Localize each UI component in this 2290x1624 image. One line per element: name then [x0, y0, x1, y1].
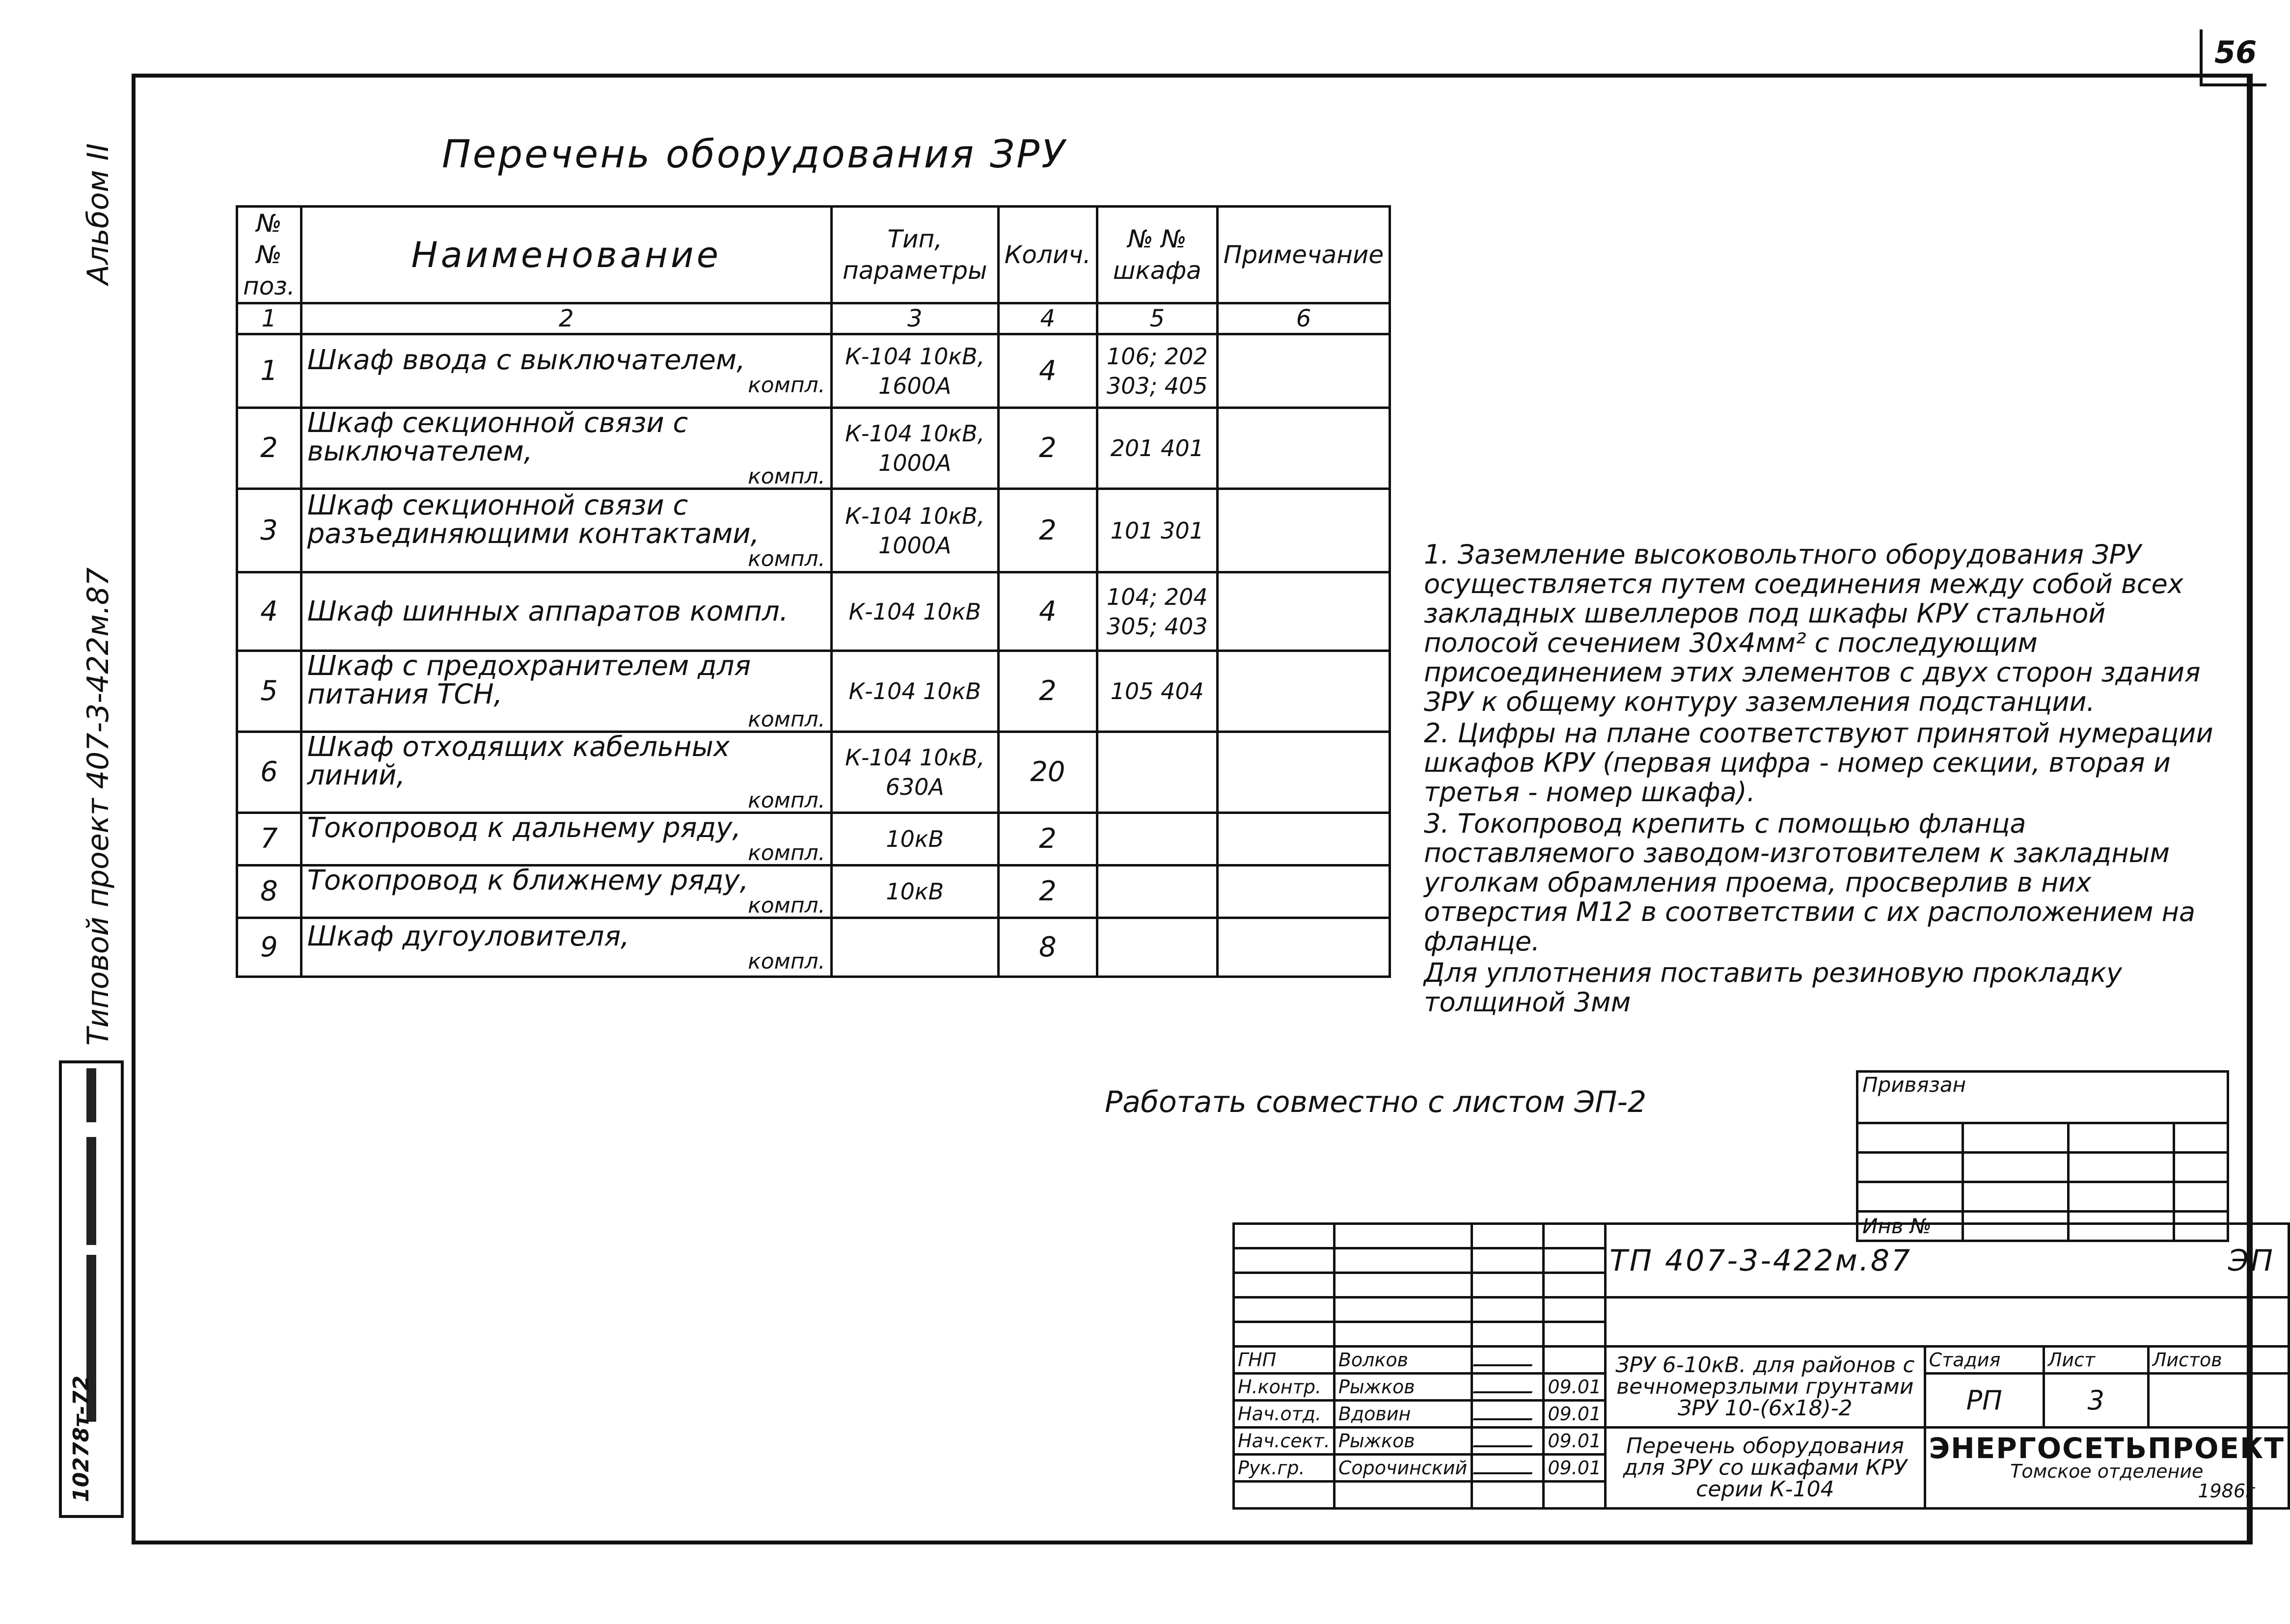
sheets-label: Листов: [2148, 1347, 2289, 1374]
bound-title: Привязан: [1857, 1072, 2228, 1123]
drawing-mark: ЭП: [2228, 1243, 2275, 1278]
name-cell: Рыжков: [1334, 1374, 1472, 1401]
name-suffix: компл.: [748, 893, 825, 918]
table-row: [237, 813, 1390, 866]
pos-cell: 8: [237, 866, 301, 918]
table-row: [237, 732, 1390, 813]
signature-icon: [1472, 1428, 1544, 1455]
sheet-value: 3: [2044, 1374, 2148, 1428]
name-cell: [301, 572, 831, 651]
column-number: 2: [301, 303, 831, 334]
name-text: Шкаф с предохранителем для питания ТСН,: [307, 650, 751, 710]
type-cell: К-104 10кВ, 1000А: [831, 489, 998, 572]
cabinet-cell: 106; 202 303; 405: [1097, 334, 1217, 408]
qty-cell: 20: [998, 732, 1097, 813]
column-number: 6: [1217, 303, 1390, 334]
note-cell: [1217, 866, 1390, 918]
work-together-note: Работать совместно с листом ЭП-2: [1105, 1085, 1647, 1119]
type-cell: 10кВ: [831, 813, 998, 866]
role-cell: Рук.гр.: [1234, 1455, 1335, 1482]
drawing-code-cell: [1606, 1224, 2289, 1298]
note-cell: [1217, 918, 1390, 977]
role-cell: Нач.отд.: [1234, 1401, 1335, 1428]
pos-cell: 7: [237, 813, 301, 866]
header-type: Тип, параметры: [831, 207, 998, 303]
equipment-table: [236, 205, 1391, 978]
name-text: Шкаф секционной связи с разъединяющими контактами,: [307, 489, 760, 550]
column-number: 5: [1097, 303, 1217, 334]
pos-cell: 9: [237, 918, 301, 977]
pos-cell: 1: [237, 334, 301, 408]
name-suffix: компл.: [748, 948, 825, 974]
name-suffix: компл.: [748, 840, 825, 866]
table-row: [237, 918, 1390, 977]
name-text: Токопровод к дальнему ряду,: [307, 812, 741, 844]
date-cell: 09.01: [1544, 1374, 1606, 1401]
table-row: [237, 489, 1390, 572]
type-cell: К-104 10кВ: [831, 651, 998, 732]
qty-cell: 4: [998, 572, 1097, 651]
note-item: 2. Цифры на плане соответствуют принятой нумерации шкафов КРУ (первая цифра - номер секции, вторая и третья - номер шкафа).: [1424, 718, 2213, 808]
signature-icon: [1472, 1374, 1544, 1401]
header-cabinet: № № шкафа: [1097, 207, 1217, 303]
project-label: Типовой проект 407-3-422м.87: [81, 567, 115, 1046]
note-item: Для уплотнения поставить резиновую прокладку толщиной 3мм: [1424, 957, 2122, 1018]
table-row: [237, 866, 1390, 918]
sheet-name: Перечень оборудования для ЗРУ со шкафами КРУ серии К-104: [1606, 1428, 1925, 1509]
role-cell: Н.контр.: [1234, 1374, 1335, 1401]
signature-icon: [1472, 1401, 1544, 1428]
name-cell: Волков: [1334, 1347, 1472, 1374]
qty-cell: 2: [998, 651, 1097, 732]
sheet-number: 56: [2214, 34, 2257, 70]
column-number: 3: [831, 303, 998, 334]
notes-block: [1424, 540, 2219, 1019]
organization-branch: Томское отделение: [2010, 1461, 2204, 1482]
organization-name: ЭНЕРГОСЕТЬПРОЕКТ: [1929, 1432, 2285, 1465]
qty-cell: 2: [998, 813, 1097, 866]
cabinet-cell: [1097, 813, 1217, 866]
qty-cell: 2: [998, 408, 1097, 489]
name-text: Шкаф отходящих кабельных линий,: [307, 731, 730, 791]
name-suffix: компл.: [748, 546, 825, 571]
sheet-label: Лист: [2044, 1347, 2148, 1374]
name-text: Шкаф дугоуловителя,: [307, 920, 629, 952]
header-pos: № № поз.: [237, 207, 301, 303]
name-text: Шкаф шинных аппаратов компл.: [307, 595, 789, 627]
organization-year: 1986г: [2198, 1480, 2255, 1502]
column-number: 4: [998, 303, 1097, 334]
stage-label: Стадия: [1925, 1347, 2044, 1374]
header-note: Примечание: [1217, 207, 1390, 303]
cabinet-cell: 101 301: [1097, 489, 1217, 572]
type-cell: К-104 10кВ, 1000А: [831, 408, 998, 489]
pos-cell: 6: [237, 732, 301, 813]
note-item: 1. Заземление высоковольтного оборудования ЗРУ осуществляется путем соединения между собой всех закладных швеллеров под шкафы КРУ стальной полосой сечением 30х4мм² с последующим присоединением этих элементов с двух сторон здания ЗРУ к общему контуру заземления подстанции.: [1424, 539, 2201, 717]
cabinet-cell: 105 404: [1097, 651, 1217, 732]
table-row: [237, 651, 1390, 732]
column-number-row: [237, 303, 1390, 334]
album-label: Альбом II: [81, 143, 115, 285]
name-cell: [301, 334, 831, 408]
organization-cell: [1925, 1428, 2289, 1509]
equipment-list-title: Перечень оборудования ЗРУ: [442, 133, 1067, 177]
cabinet-cell: [1097, 732, 1217, 813]
bound-block: [1856, 1070, 2229, 1242]
signature-icon: [1472, 1347, 1544, 1374]
name-cell: Вдовин: [1334, 1401, 1472, 1428]
name-text: Шкаф ввода с выключателем,: [307, 344, 745, 376]
table-row: [237, 408, 1390, 489]
pos-cell: 5: [237, 651, 301, 732]
name-cell: [301, 408, 831, 489]
date-cell: 09.01: [1544, 1455, 1606, 1482]
type-cell: [831, 918, 998, 977]
name-cell: [301, 866, 831, 918]
table-row: [237, 572, 1390, 651]
type-cell: К-104 10кВ, 630А: [831, 732, 998, 813]
name-cell: [301, 651, 831, 732]
type-cell: К-104 10кВ: [831, 572, 998, 651]
inv-label: Инв №: [1857, 1212, 1963, 1241]
qty-cell: 2: [998, 489, 1097, 572]
date-cell: 09.01: [1544, 1401, 1606, 1428]
title-block: [1232, 1222, 2290, 1510]
type-cell: К-104 10кВ, 1600А: [831, 334, 998, 408]
role-cell: Нач.сект.: [1234, 1428, 1335, 1455]
header-qty: Колич.: [998, 207, 1097, 303]
pos-cell: 2: [237, 408, 301, 489]
note-cell: [1217, 732, 1390, 813]
name-text: Токопровод к ближнему ряду,: [307, 865, 749, 896]
note-cell: [1217, 651, 1390, 732]
name-cell: Сорочинский: [1334, 1455, 1472, 1482]
drawing-code: ТП 407-3-422м.87: [1609, 1243, 1912, 1278]
name-suffix: компл.: [748, 707, 825, 732]
note-cell: [1217, 813, 1390, 866]
pos-cell: 3: [237, 489, 301, 572]
note-cell: [1217, 572, 1390, 651]
column-number: 1: [237, 303, 301, 334]
name-cell: [301, 489, 831, 572]
qty-cell: 8: [998, 918, 1097, 977]
name-cell: [301, 918, 831, 977]
table-header-row: [237, 207, 1390, 303]
name-suffix: компл.: [748, 372, 825, 398]
qty-cell: 2: [998, 866, 1097, 918]
name-cell: Рыжков: [1334, 1428, 1472, 1455]
date-cell: 09.01: [1544, 1428, 1606, 1455]
pos-cell: 4: [237, 572, 301, 651]
note-item: 3. Токопровод крепить с помощью фланца поставляемого заводом-изготовителем к закладным уголкам обрамления проема, просверлив в них отверстия М12 в соответствии с их расположением на фланце.: [1424, 808, 2196, 957]
name-cell: [301, 732, 831, 813]
note-cell: [1217, 489, 1390, 572]
name-suffix: компл.: [748, 788, 825, 813]
date-cell: [1544, 1347, 1606, 1374]
header-name: Наименование: [301, 207, 831, 303]
cabinet-cell: 104; 204 305; 403: [1097, 572, 1217, 651]
note-cell: [1217, 408, 1390, 489]
signature-icon: [1472, 1455, 1544, 1482]
object-name: ЗРУ 6-10кВ. для районов с вечномерзлыми грунтами ЗРУ 10-(6х18)-2: [1606, 1347, 1925, 1428]
qty-cell: 4: [998, 334, 1097, 408]
note-cell: [1217, 334, 1390, 408]
role-cell: ГНП: [1234, 1347, 1335, 1374]
sheets-value: [2148, 1374, 2289, 1428]
stage-value: РП: [1925, 1374, 2044, 1428]
cabinet-cell: [1097, 866, 1217, 918]
type-cell: 10кВ: [831, 866, 998, 918]
stamp-code: 10278т-72: [69, 1375, 94, 1502]
cabinet-cell: 201 401: [1097, 408, 1217, 489]
name-suffix: компл.: [748, 464, 825, 489]
name-cell: [301, 813, 831, 866]
table-row: [237, 334, 1390, 408]
name-text: Шкаф секционной связи с выключателем,: [307, 407, 688, 467]
cabinet-cell: [1097, 918, 1217, 977]
